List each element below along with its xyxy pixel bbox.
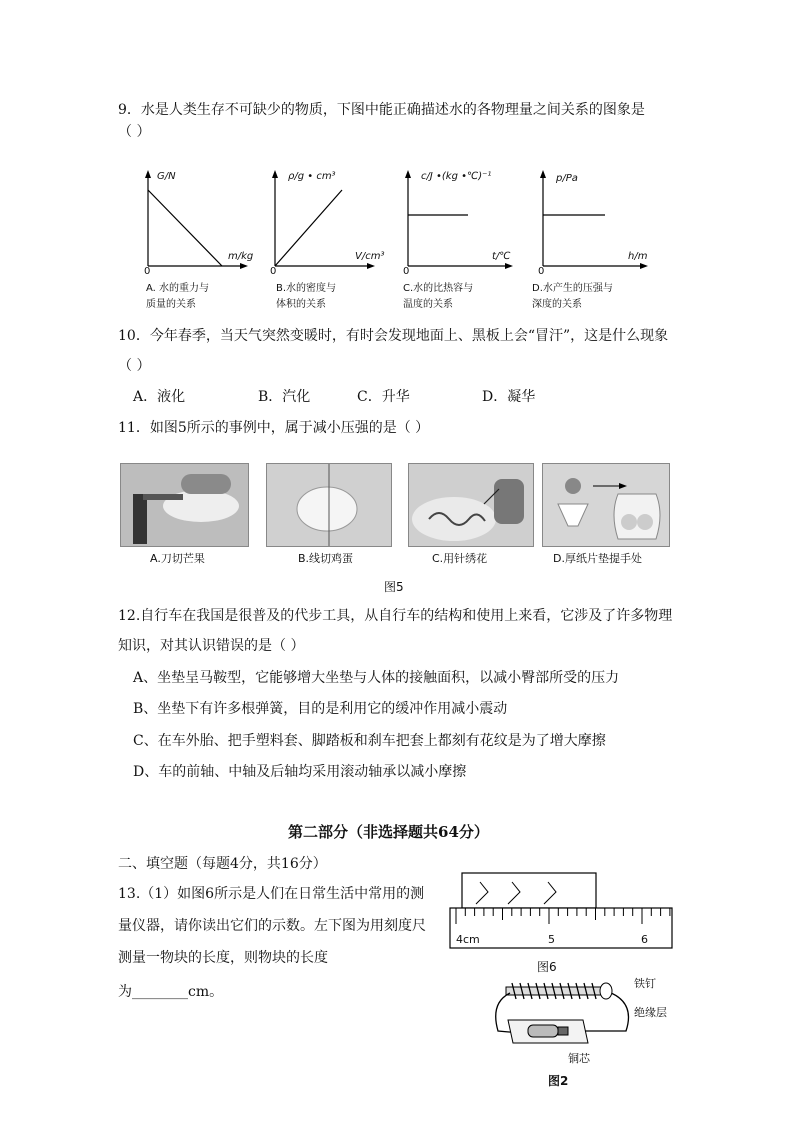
graph-d-ylabel: p/Pa <box>556 173 578 184</box>
graph-b-line <box>275 190 342 266</box>
graph-b-origin: 0 <box>270 266 277 277</box>
graph-d-xlabel: h/m <box>628 251 648 262</box>
label-iron-nail: 铁钉 <box>634 977 656 990</box>
q13-line4-answer: 为________cm。 <box>118 984 224 1000</box>
photo-needle-embroidery <box>408 463 534 547</box>
graph-b-caption2: 体积的关系 <box>276 299 326 310</box>
measured-block <box>462 873 596 908</box>
graph-c-origin: 0 <box>403 266 410 277</box>
ruler-label-6: 6 <box>641 933 648 946</box>
q10-stem-line1: 10．今年春季，当天气突然变暖时，有时会发现地面上、黑板上会“冒汗”，这是什么现象 <box>118 328 669 344</box>
ruler-label-4cm: 4cm <box>456 933 480 946</box>
photo-paper-handle <box>542 463 670 547</box>
label-copper-core: 铜芯 <box>568 1052 590 1065</box>
photo-d-caption: D.厚纸片垫提手处 <box>553 552 642 565</box>
graph-c-caption2: 温度的关系 <box>403 299 453 310</box>
photo-knife-mango <box>120 463 249 547</box>
ruler <box>450 908 672 948</box>
q12-option-c: C、在车外胎、把手塑料套、脚踏板和刹车把套上都刻有花纹是为了增大摩擦 <box>133 733 606 749</box>
q12-stem-line2: 知识，对其认识错误的是（ ） <box>118 638 305 654</box>
photo-thread-egg <box>266 463 392 547</box>
q10-option-b: B．汽化 <box>258 389 311 405</box>
q13-line3: 测量一物块的长度，则物块的长度 <box>118 950 328 966</box>
graph-b-xlabel: V/cm³ <box>355 251 385 262</box>
graph-a-xlabel: m/kg <box>228 251 254 262</box>
graph-c-caption1: C.水的比热容与 <box>403 283 474 294</box>
q9-stem-line1: 9．水是人类生存不可缺少的物质，下图中能正确描述水的各物理量之间关系的图象是 <box>118 102 645 118</box>
q12-option-a: A、坐垫呈马鞍型，它能够增大坐垫与人体的接触面积，以减小臀部所受的压力 <box>133 670 620 686</box>
q11-stem: 11．如图5所示的事例中，属于减小压强的是（ ） <box>118 420 430 436</box>
q10-option-d: D．凝华 <box>482 389 536 405</box>
q10-stem-line2: （ ） <box>118 358 151 374</box>
graph-a-line <box>148 190 222 266</box>
coil-figure <box>488 975 638 1065</box>
label-insulation: 绝缘层 <box>634 1006 667 1019</box>
graph-b-caption1: B.水的密度与 <box>276 283 337 294</box>
q9-stem-line2: （ ） <box>118 124 151 140</box>
graph-a-caption2: 质量的关系 <box>146 299 196 310</box>
q12-stem-line1: 12.自行车在我国是很普及的代步工具，从自行车的结构和使用上来看，它涉及了许多物理 <box>118 608 673 624</box>
section-fill-in: 二、填空题（每题4分，共16分） <box>118 856 327 872</box>
q10-option-c: C．升华 <box>357 389 410 405</box>
q12-option-b: B、坐垫下有许多根弹簧，目的是利用它的缓冲作用减小震动 <box>133 701 508 717</box>
graph-d-caption2: 深度的关系 <box>532 299 582 310</box>
graph-c-ylabel: c/J •(kg •℃)⁻¹ <box>421 171 492 182</box>
q13-line1: 13.（1）如图6所示是人们在日常生活中常用的测 <box>118 886 425 902</box>
graph-a-ylabel: G/N <box>157 171 176 182</box>
ruler-label-5: 5 <box>548 933 555 946</box>
graph-d-origin: 0 <box>538 266 545 277</box>
figure-2-label: 图2 <box>548 1074 569 1088</box>
graph-a-origin: 0 <box>144 266 151 277</box>
q13-line2: 量仪器，请你读出它们的示数。左下图为用刻度尺 <box>118 918 426 934</box>
graph-a-caption1: A. 水的重力与 <box>146 283 210 294</box>
graph-b-ylabel: ρ/g • cm³ <box>288 171 336 182</box>
figure-5-label: 图5 <box>384 580 404 594</box>
graph-c-xlabel: t/℃ <box>492 251 511 262</box>
q10-option-a: A．液化 <box>133 389 186 405</box>
photo-c-caption: C.用针绣花 <box>432 552 488 565</box>
graph-d-caption1: D.水产生的压强与 <box>532 283 613 294</box>
figure-6-label: 图6 <box>537 960 557 974</box>
part2-title: 第二部分（非选择题共64分） <box>288 823 489 841</box>
photo-a-caption: A.刀切芒果 <box>150 552 205 565</box>
q12-option-d: D、车的前轴、中轴及后轴均采用滚动轴承以减小摩擦 <box>133 764 467 780</box>
photo-b-caption: B.线切鸡蛋 <box>298 552 354 565</box>
